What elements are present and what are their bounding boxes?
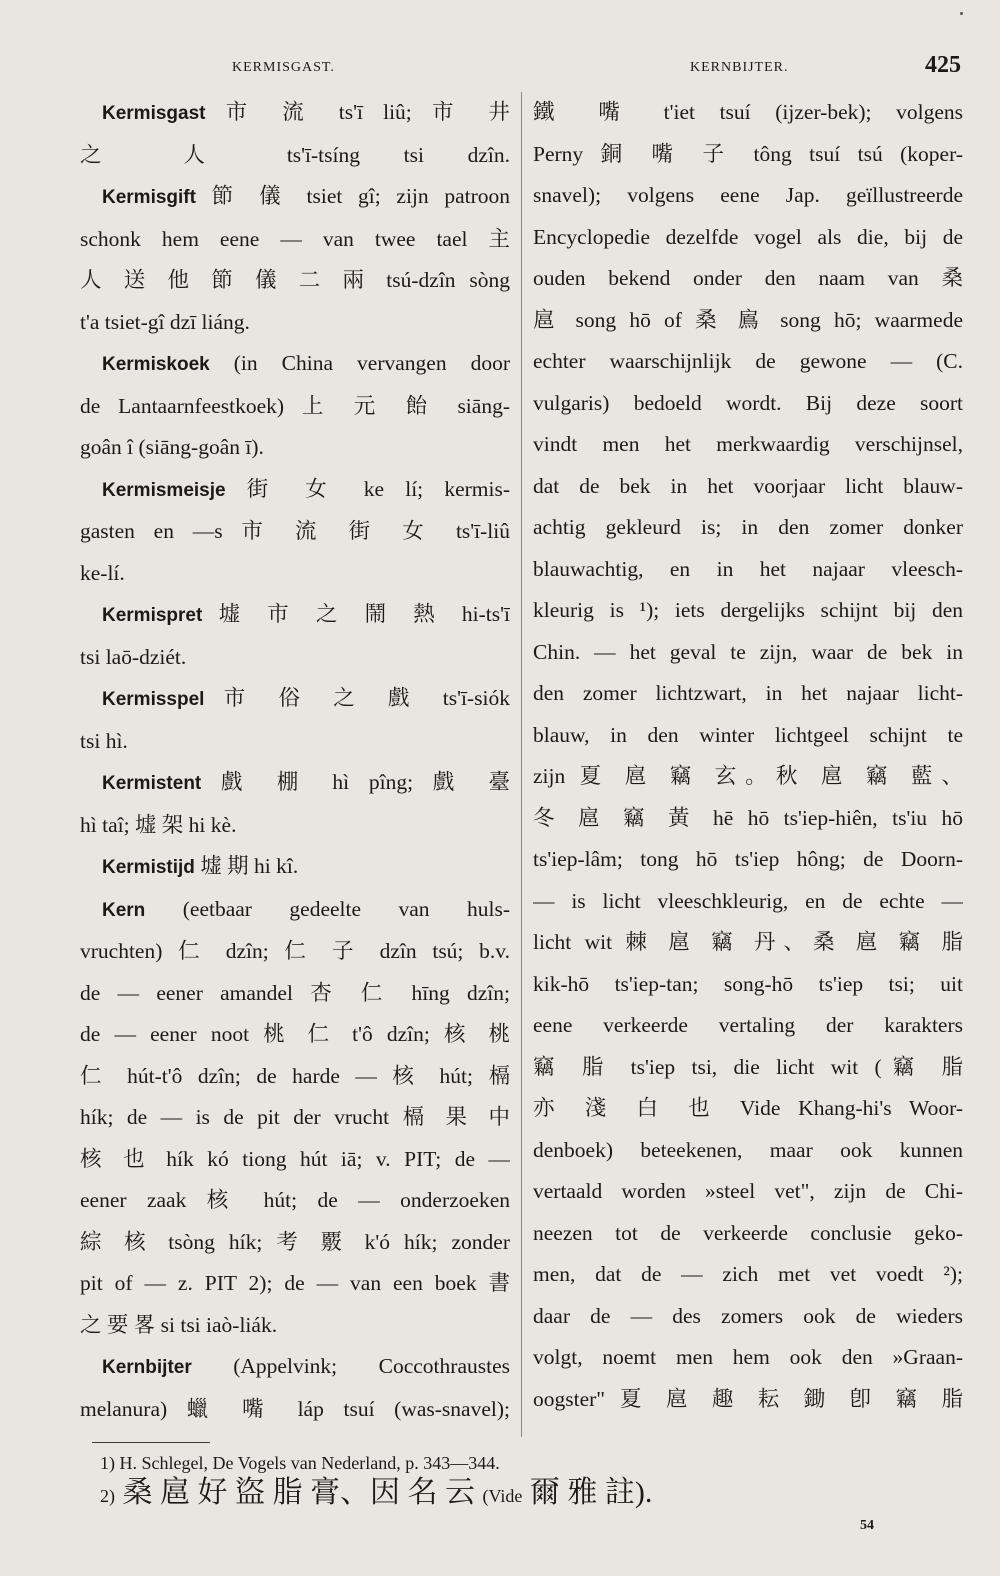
left-column-line: eener zaak 核 hút; de — onderzoeken: [80, 1188, 510, 1212]
right-column-line: vulgaris) bedoeld wordt. Bij deze soort: [533, 390, 963, 415]
left-column-line: melanura) 蠟 嘴 láp tsuí (was-snavel);: [80, 1396, 510, 1421]
right-column-line: Perny 銅 嘴 子 tông tsuí tsú (koper-: [533, 141, 963, 166]
left-column-line: hì taî; 墟 架 hi kè.: [80, 812, 237, 837]
right-column-line: dat de bek in het voorjaar licht blauw-: [533, 473, 963, 498]
left-column-line: [80, 889, 510, 932]
headword: Kermisgast: [102, 103, 206, 124]
headword: Kermistent: [102, 773, 202, 794]
headword: Kermisgift: [102, 187, 196, 208]
right-column-line: 扈 song hō of 桑 鳸 song hō; waarmede: [533, 307, 963, 332]
entry-text: 戲 棚 hì pîng; 戲 臺: [201, 770, 510, 794]
right-column-line: denboek) beteekenen, maar ook kunnen: [533, 1137, 963, 1162]
headword: Kermistijd: [102, 857, 195, 878]
right-column-line: eene verkeerde vertaling der karakters: [533, 1013, 963, 1037]
page-number: 425: [925, 52, 961, 78]
left-column: [80, 92, 510, 1430]
running-head: [0, 52, 1000, 78]
entry-text: 墟 期 hi kî.: [194, 854, 299, 878]
left-column-line: [80, 1346, 510, 1389]
left-column-line: schonk hem eene — van twee tael 主: [80, 226, 510, 251]
right-column-line: licht wit 棘 扈 竊 丹、桑 扈 竊 脂: [533, 930, 963, 954]
right-column-line: vindt men het merkwaardig verschijnsel,: [533, 432, 963, 456]
right-column-line: men, dat de — zich met vet voedt ²);: [533, 1262, 963, 1286]
right-column-line: 竊 脂 ts'iep tsi, die licht wit (竊 脂: [533, 1054, 963, 1079]
right-column-line: kik-hō ts'iep-tan; song-hō ts'iep tsi; uit: [533, 971, 963, 996]
right-column-line: zijn 夏 扈 竊 玄。秋 扈 竊 藍、: [533, 764, 963, 788]
right-column-line: ouden bekend onder den naam van 桑: [533, 266, 963, 290]
left-column-line: [80, 678, 510, 721]
footnote-rule: [92, 1442, 210, 1443]
footnote-2-chinese: 桑 扈 好 盜 脂 膏、因 名 云: [115, 1476, 483, 1509]
right-column-line: Chin. — het geval te zijn, waar de bek in: [533, 639, 963, 664]
right-column: [533, 92, 963, 1420]
footnote-2-vide: (Vide: [482, 1486, 523, 1506]
left-column-line: tsi hì.: [80, 728, 128, 753]
headword: Kermisspel: [102, 689, 205, 710]
right-column-line: blauw, in den winter lichtgeel schijnt te: [533, 722, 963, 747]
left-column-line: de — eener amandel 杏 仁 hīng dzîn;: [80, 980, 510, 1005]
left-column-line: hík; de — is de pit der vrucht 槅 果 中: [80, 1105, 510, 1129]
left-column-line: t'a tsiet-gî dzī liáng.: [80, 309, 250, 334]
right-column-line: den zomer lichtzwart, in het najaar licht-: [533, 681, 963, 705]
headword: Kermismeisje: [102, 479, 226, 501]
entry-text: (Appelvink; Coccothraustes: [191, 1354, 510, 1378]
left-column-line: [80, 176, 510, 219]
left-column-line: tsi laō-dziét.: [80, 644, 187, 669]
right-column-line: oogster" 夏 扈 趣 耘 鋤 卽 竊 脂: [533, 1386, 963, 1411]
footnote-1: 1) H. Schlegel, De Vogels van Nederland, p. 343—344.: [100, 1453, 500, 1473]
left-column-line: 核 也 hík kó tiong hút iā; v. PIT; de —: [80, 1146, 510, 1171]
footnote-2-number: 2): [100, 1486, 115, 1506]
left-column-line: [80, 469, 510, 512]
footnotes: [100, 1448, 920, 1511]
left-column-line: gasten en —s 市 流 街 女 ts'ī-liû: [80, 519, 510, 543]
signature-mark: 54: [860, 1518, 874, 1533]
right-column-line: vertaald worden »steel vet", zijn de Chi-: [533, 1179, 963, 1203]
headword: Kermispret: [102, 605, 203, 626]
left-column-line: ke-lí.: [80, 560, 125, 585]
right-column-line: 亦 淺 白 也 Vide Khang-hi's Woor-: [533, 1096, 963, 1120]
right-column-line: kleurig is ¹); iets dergelijks schijnt bij den: [533, 598, 963, 622]
entry-text: 街 女 ke lí; kermis-: [225, 476, 510, 501]
left-column-line: 人 送 他 節 儀 二 兩 tsú-dzîn sòng: [80, 268, 510, 292]
entry-text: 墟 市 之 鬧 熱 hi-ts'ī: [202, 602, 510, 626]
right-column-line: Encyclopedie dezelfde vogel als die, bij de: [533, 224, 963, 249]
left-column-line: vruchten) 仁 dzîn; 仁 子 dzîn tsú; b.v.: [80, 939, 510, 963]
left-column-line: [80, 343, 510, 386]
right-column-line: achtig gekleurd is; in den zomer donker: [533, 515, 963, 539]
entry-text: 節 儀 tsiet gî; zijn patroon: [195, 184, 510, 208]
right-column-line: 冬 扈 竊 黃 hē hō ts'iep-hiên, ts'iu hō: [533, 805, 963, 830]
headword: Kermiskoek: [102, 354, 210, 375]
left-column-line: 之 要 畧 si tsi iaò-liák.: [80, 1312, 278, 1337]
right-column-line: daar de — des zomers ook de wieders: [533, 1303, 963, 1328]
right-column-line: — is licht vleeschkleurig, en de echte —: [533, 888, 963, 913]
left-column-line: 綜 核 tsòng hík; 考 覈 k'ó hík; zonder: [80, 1229, 510, 1254]
left-column-line: 仁 hút-t'ô dzîn; de harde — 核 hút; 槅: [80, 1063, 510, 1088]
left-column-line: 之 人 ts'ī-tsíng tsi dzîn.: [80, 142, 510, 167]
right-column-line: ts'iep-lâm; tong hō ts'iep hông; de Doorn-: [533, 847, 963, 871]
left-column-line: [80, 762, 510, 805]
left-column-line: de Lantaarnfeestkoek) 上 元 飴 siāng-: [80, 393, 510, 418]
left-column-line: [80, 846, 510, 889]
edge-mark: [960, 12, 963, 15]
entry-text: 市 流 ts'ī liû; 市 井: [205, 100, 510, 124]
right-column-line: neezen tot de verkeerde conclusie geko-: [533, 1220, 963, 1245]
footnote-2-chinese-source: 爾 雅 註).: [522, 1476, 653, 1509]
right-column-line: 鐵 嘴 t'iet tsuí (ijzer-bek); volgens: [533, 100, 963, 124]
headword: Kernbijter: [102, 1357, 192, 1378]
footnote-2: [100, 1478, 920, 1511]
left-column-line: goân î (siāng-goân ī).: [80, 435, 264, 459]
right-column-line: snavel); volgens eene Jap. geïllustreerde: [533, 183, 963, 207]
running-head-right: KERNBIJTER.: [690, 60, 789, 75]
entry-text: (eetbaar gedeelte van huls-: [145, 896, 510, 921]
left-column-line: de — eener noot 桃 仁 t'ô dzîn; 核 桃: [80, 1022, 510, 1046]
entry-text: 市 俗 之 戲 ts'ī-siók: [204, 686, 510, 710]
entry-text: (in China vervangen door: [209, 351, 510, 375]
column-divider: [521, 92, 522, 1437]
left-column-line: pit of — z. PIT 2); de — van een boek 書: [80, 1271, 510, 1295]
right-column-line: echter waarschijnlijk de gewone — (C.: [533, 349, 963, 373]
headword: Kern: [102, 899, 146, 921]
running-head-left: KERMISGAST.: [232, 60, 335, 75]
right-column-line: volgt, noemt men hem ook den »Graan-: [533, 1345, 963, 1369]
left-column-line: [80, 594, 510, 637]
left-column-line: [80, 92, 510, 135]
right-column-line: blauwachtig, en in het najaar vleesch-: [533, 556, 963, 581]
